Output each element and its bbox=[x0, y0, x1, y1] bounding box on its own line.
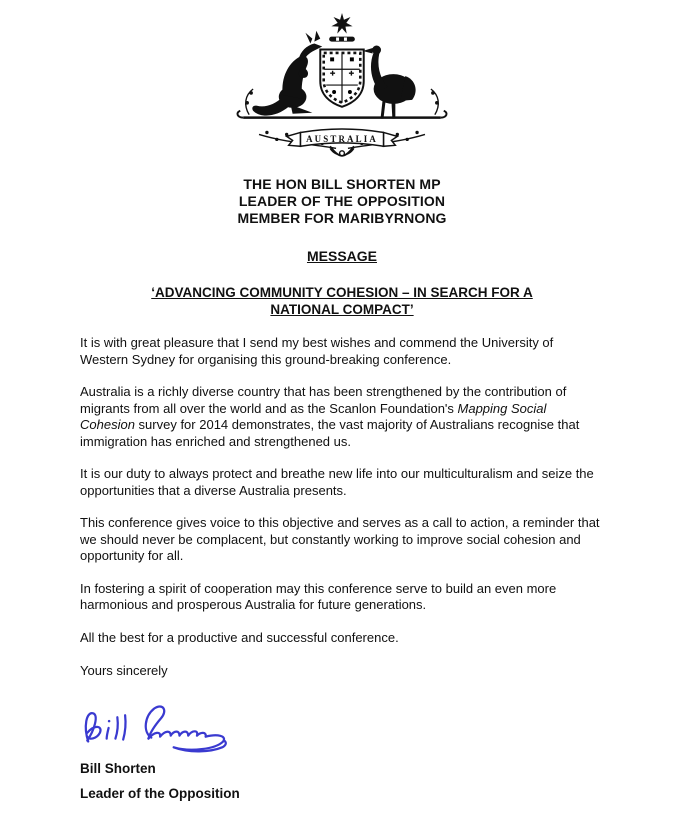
shield-icon bbox=[320, 49, 363, 106]
letter-body bbox=[80, 335, 604, 680]
emu-icon bbox=[363, 46, 416, 119]
signatory-name: Bill Shorten bbox=[80, 760, 156, 776]
australian-coat-of-arms bbox=[232, 8, 452, 170]
letterhead-line-name: THE HON BILL SHORTEN MP bbox=[243, 176, 441, 192]
signatory-role: Leader of the Opposition bbox=[80, 785, 240, 801]
torse bbox=[329, 37, 355, 42]
paragraph-1: It is with great pleasure that I send my best wishes and commend the University of Western Sydney for organising this ground-breaking conference. bbox=[80, 335, 554, 367]
paragraph-6: All the best for a productive and successful conference. bbox=[80, 629, 399, 645]
message-heading: MESSAGE bbox=[306, 248, 377, 264]
letterhead bbox=[80, 176, 604, 227]
letterhead-line-electorate: MEMBER FOR MARIBYRNONG bbox=[237, 210, 447, 226]
australia-banner bbox=[287, 129, 398, 146]
commonwealth-star-icon bbox=[331, 13, 352, 34]
title-line-1: ‘ADVANCING COMMUNITY COHESION – IN SEARCH FOR A bbox=[151, 285, 533, 300]
banner-text: AUSTRALIA bbox=[306, 133, 378, 144]
letterhead-line-role: LEADER OF THE OPPOSITION bbox=[238, 193, 446, 209]
paragraph-4: This conference gives voice to this objective and serves as a call to action, a reminder that we should never be complacent, but constantly working to improve social cohesion and opportunity for all. bbox=[80, 515, 600, 563]
conference-title bbox=[80, 284, 604, 318]
paragraph-5: In fostering a spirit of cooperation may this conference serve to build an even more harmonious and prosperous Australia for future generations. bbox=[80, 580, 557, 612]
signature-image bbox=[76, 692, 248, 758]
closing-line: Yours sincerely bbox=[80, 663, 168, 678]
italic-survey-title: Mapping Social Cohesion bbox=[80, 400, 547, 432]
paragraph-2: Australia is a richly diverse country that has been strengthened by the contribution of migrants from all over the world and as the Scanlon Foundation's Mapping Social Cohesion survey for 2014 demonstrates, the vast majority of Australians recognise that immigration has enriched and strengthened us. bbox=[80, 384, 580, 449]
paragraph-3: It is our duty to always protect and breathe new life into our multiculturalism and seize the opportunities that a diverse Australia presents. bbox=[80, 466, 594, 498]
kangaroo-icon bbox=[252, 31, 322, 116]
title-line-2: NATIONAL COMPACT’ bbox=[270, 302, 414, 317]
